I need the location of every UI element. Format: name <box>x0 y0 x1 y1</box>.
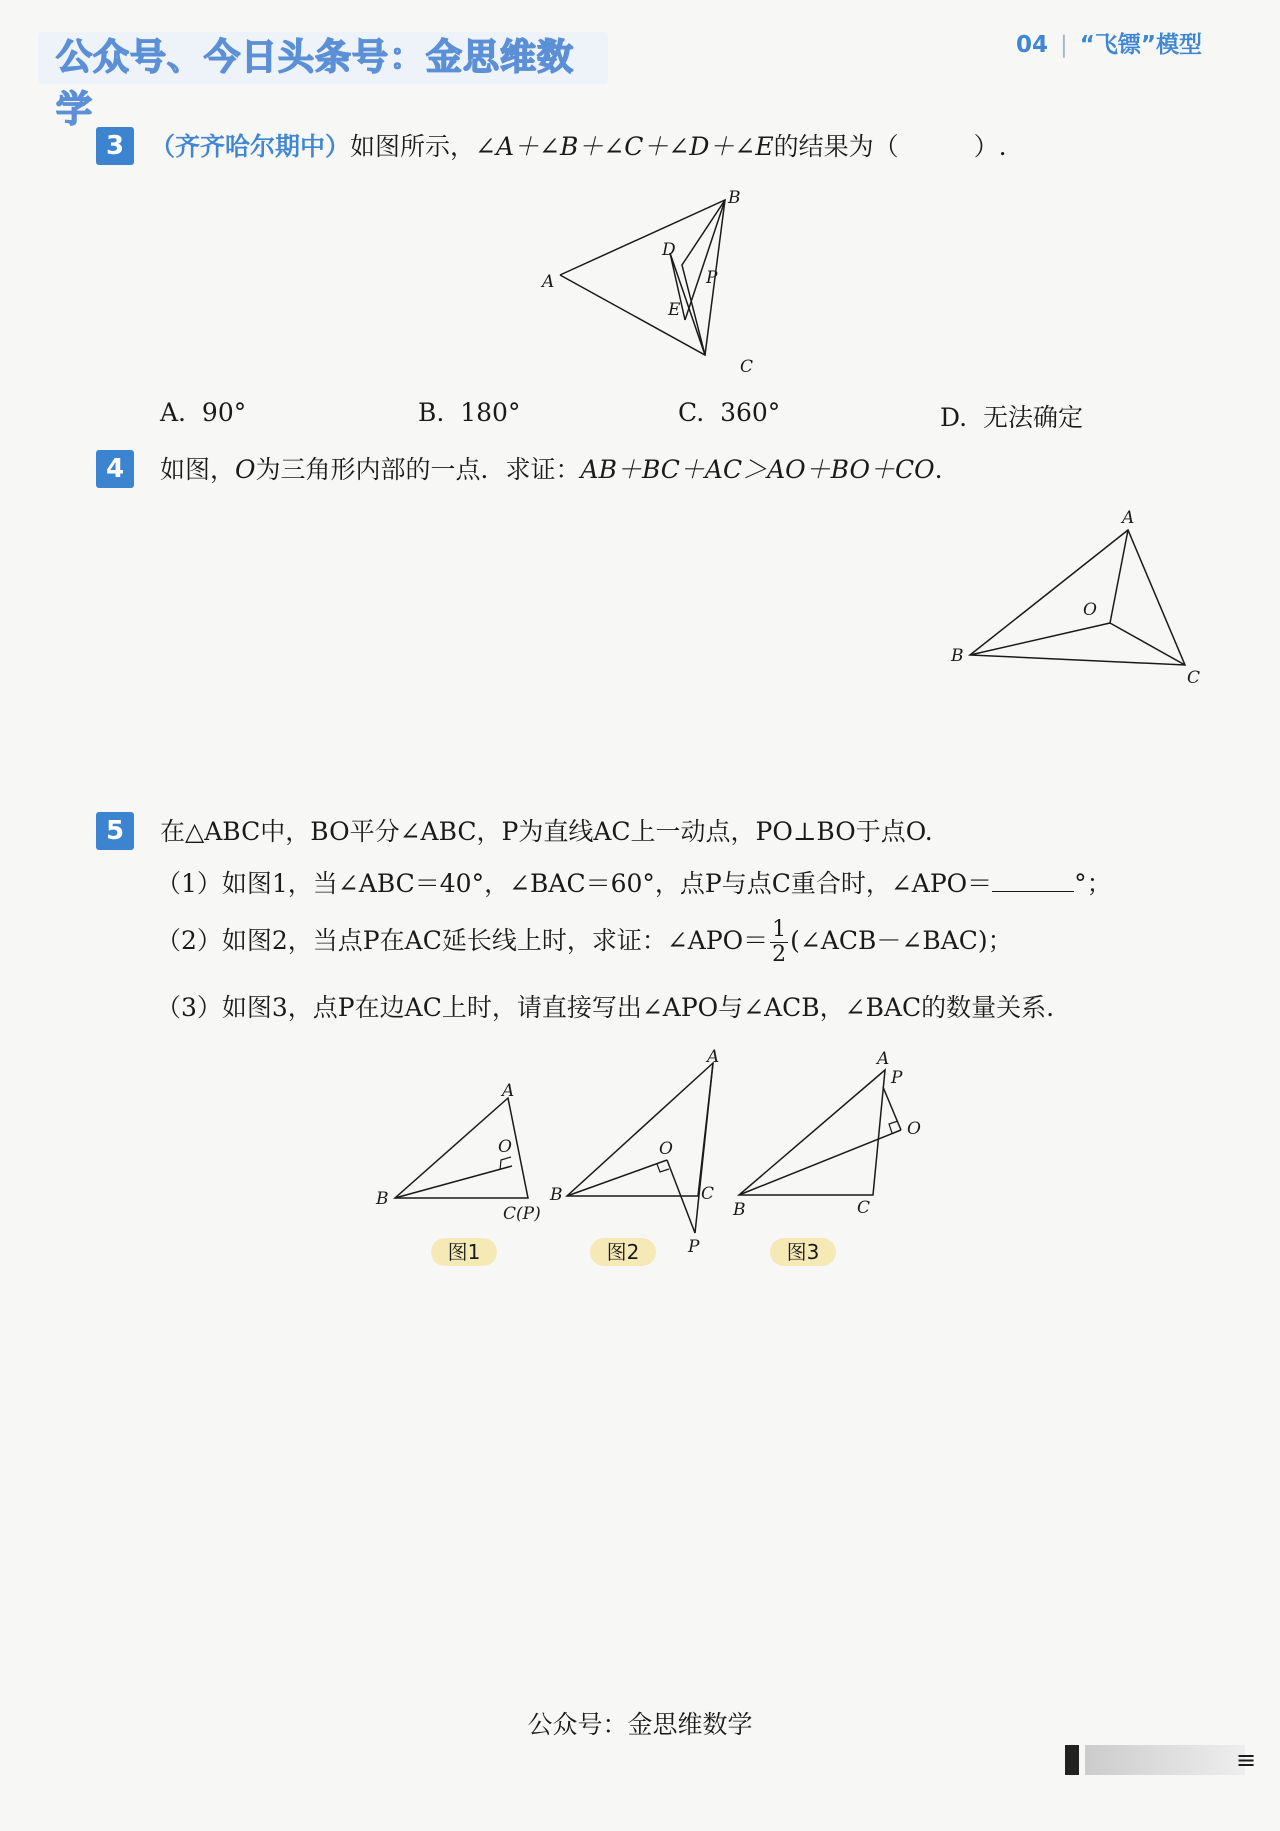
option-c: C. 360° <box>678 398 781 427</box>
label-O: O <box>1083 600 1097 620</box>
label-O: O <box>907 1119 921 1139</box>
question-3-expression: ∠A＋∠B＋∠C＋∠D＋∠E <box>475 132 774 161</box>
label-O: O <box>659 1139 673 1159</box>
label-B: B <box>550 1185 563 1205</box>
chapter-title: “飞镖”模型 <box>1079 32 1202 58</box>
label-A: A <box>502 1081 515 1101</box>
label-P: P <box>891 1068 903 1088</box>
figure-1 <box>370 1080 550 1235</box>
label-D: D <box>662 240 676 260</box>
question-3-number: 3 <box>96 127 134 165</box>
label-C-P: C(P) <box>503 1204 541 1224</box>
option-b: B. 180° <box>418 398 521 427</box>
question-4-inequality: AB＋BC＋AC＞AO＋BO＋CO <box>580 455 935 484</box>
label-A: A <box>877 1049 890 1069</box>
question-5-part-3: （3）如图3，点P在边AC上时，请直接写出∠APO与∠ACB，∠BAC的数量关系. <box>156 993 1055 1022</box>
label-B: B <box>951 646 964 666</box>
page-header <box>1016 26 1202 59</box>
label-E: E <box>668 300 681 320</box>
question-3-source: （齐齐哈尔期中） <box>150 132 351 161</box>
option-d: D. 无法确定 <box>940 403 1084 432</box>
segment-EB <box>685 200 725 320</box>
question-5-intro: 在△ABC中，BO平分∠ABC，P为直线AC上一动点，PO⊥BO于点O. <box>160 817 933 846</box>
triangle-ABC <box>970 530 1185 665</box>
page-number: 04 <box>1016 32 1049 58</box>
question-3-stem <box>150 130 1007 164</box>
fraction-one-half: $\frac{1}{2}$ <box>772 917 787 967</box>
dart-inner-1 <box>682 200 725 355</box>
label-P: P <box>688 1237 700 1257</box>
segment-CO <box>1110 623 1185 665</box>
dart-outline <box>560 200 725 355</box>
figure-2-caption: 图2 <box>590 1238 656 1266</box>
question-3-text-a: 如图所示， <box>350 132 476 161</box>
right-angle-mark <box>657 1164 669 1172</box>
menu-icon[interactable]: ≡ <box>1236 1746 1257 1774</box>
question-5-number: 5 <box>96 812 134 850</box>
watermark-banner: 公众号、今日头条号：金思维数学 <box>38 32 608 84</box>
label-B: B <box>728 188 741 208</box>
question-4-figure <box>945 505 1205 685</box>
label-O: O <box>498 1137 512 1157</box>
label-A: A <box>542 272 555 292</box>
footer-credit: 公众号：金思维数学 <box>527 1710 753 1739</box>
question-5-part-2: （2）如图2，当点P在AC延长线上时，求证：∠APO＝ $\frac{1}{2}$ (∠ACB－∠BAC)； <box>156 917 1013 967</box>
option-a: A. 90° <box>160 398 247 427</box>
label-A: A <box>707 1048 720 1067</box>
label-P: P <box>706 268 718 288</box>
figure-3-caption: 图3 <box>770 1238 836 1266</box>
question-3-text-b: 的结果为（ ）. <box>773 132 1007 161</box>
label-B: B <box>376 1189 389 1209</box>
label-C: C <box>701 1184 715 1204</box>
figure-1-caption: 图1 <box>431 1238 497 1266</box>
header-divider: | <box>1060 32 1068 58</box>
question-4-stem: 如图，O为三角形内部的一点．求证：AB＋BC＋AC＞AO＋BO＋CO. <box>160 455 943 484</box>
question-5-part-1: （1）如图1，当∠ABC＝40°，∠BAC＝60°，点P与点C重合时，∠APO＝ °； <box>156 869 1112 898</box>
label-A: A <box>1122 508 1135 528</box>
label-C: C <box>1187 668 1201 685</box>
menu-block-icon <box>1065 1745 1079 1775</box>
label-C: C <box>740 357 754 377</box>
segment-AO <box>1110 530 1128 623</box>
answer-blank[interactable] <box>992 867 1074 892</box>
label-B: B <box>733 1200 746 1220</box>
scroll-bar[interactable] <box>1085 1745 1245 1775</box>
figure-2 <box>545 1048 745 1258</box>
label-C: C <box>857 1198 871 1218</box>
question-4-number: 4 <box>96 450 134 488</box>
figure-3 <box>725 1045 935 1230</box>
question-3-figure <box>520 185 770 380</box>
